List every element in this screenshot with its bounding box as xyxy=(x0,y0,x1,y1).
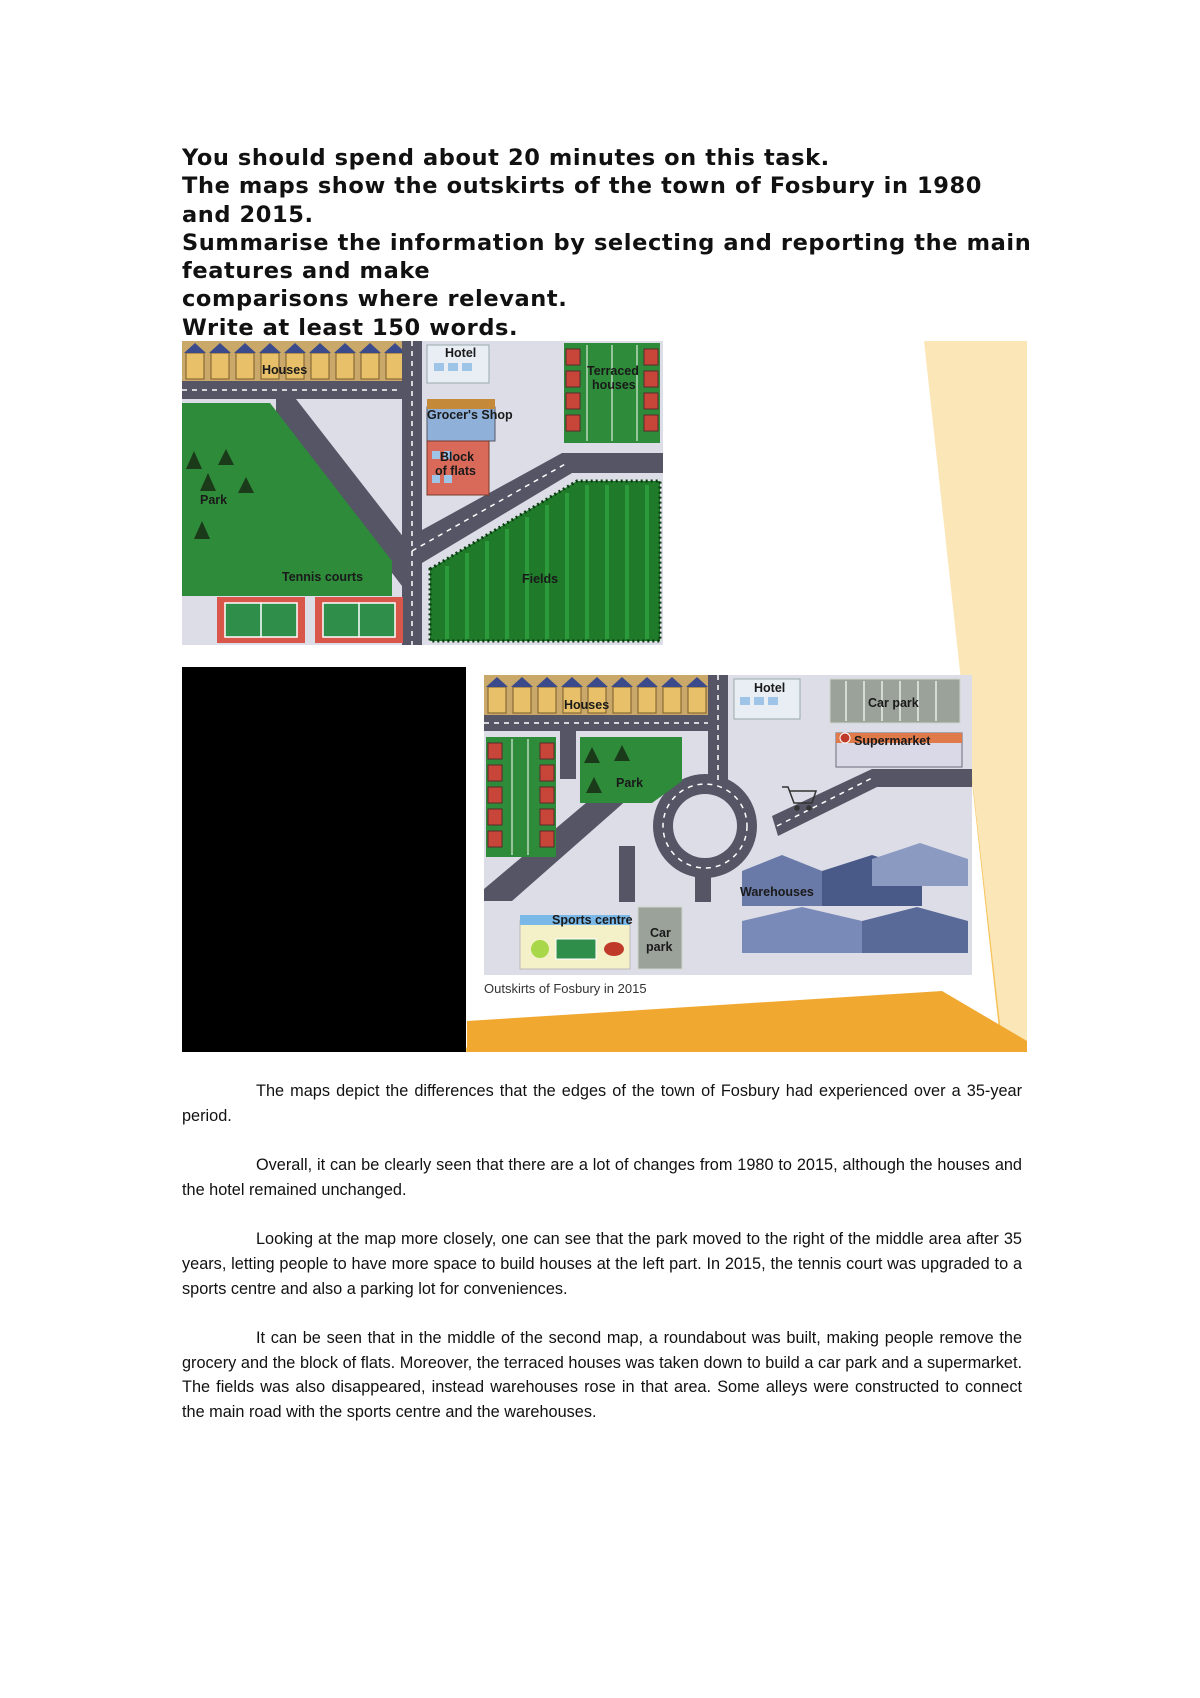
label-houses-1980: Houses xyxy=(262,363,308,377)
prompt-line-2: The maps show the outskirts of the town of Fosbury in 1980 and 2015. xyxy=(182,173,983,228)
map-1980 xyxy=(182,341,663,645)
label-park-1980: Park xyxy=(200,493,228,507)
prompt-line-5: Write at least 150 words. xyxy=(182,314,519,341)
label-flats-1980-a: Block xyxy=(440,450,475,464)
label-park-2015: Park xyxy=(616,776,644,790)
label-hotel-1980: Hotel xyxy=(445,346,477,360)
label-warehouses-2015: Warehouses xyxy=(740,885,814,899)
map-2015 xyxy=(484,675,972,996)
label-car-park-bottom-2015-b: park xyxy=(646,940,673,954)
label-hotel-2015: Hotel xyxy=(754,681,786,695)
label-terraced-1980-a: Terraced xyxy=(587,364,639,378)
label-car-park-bottom-2015-a: Car xyxy=(650,926,671,940)
football-pitch-icon xyxy=(556,939,596,959)
supermarket-icon xyxy=(840,733,850,743)
prompt-line-3: Summarise the information by selecting and reporting the main features and make xyxy=(182,229,1032,285)
label-houses-2015: Houses xyxy=(564,698,610,712)
rugby-ball-icon xyxy=(604,942,624,956)
label-sports-centre-2015: Sports centre xyxy=(552,913,633,927)
redacted-block xyxy=(182,667,466,1052)
essay-paragraph-3: Looking at the map more closely, one can see that the park moved to the right of the middle area after 35 years, letting people to have more space to build houses at the left part. In 2015, the tennis court was upgraded to a sports centre and also a parking lot for conveniences. xyxy=(182,1230,1022,1298)
prompt-line-4: comparisons where relevant. xyxy=(182,286,568,313)
label-grocers-1980: Grocer's Shop xyxy=(427,408,513,422)
label-tennis-1980: Tennis courts xyxy=(282,570,364,584)
label-flats-1980-b: of flats xyxy=(435,464,476,478)
essay-paragraph-2: Overall, it can be clearly seen that there are a lot of changes from 1980 to 2015, although the houses and the hotel remained unchanged. xyxy=(182,1156,1022,1199)
terraced-houses-1980 xyxy=(564,343,660,443)
essay-paragraph-4: It can be seen that in the middle of the second map, a roundabout was built, making people remove the grocery and the block of flats. Moreover, the terraced houses was taken down to build a car park and a supermarket. The fields was also disappeared, instead warehouses rose in that area. Some alleys were constructed to connect the main road with the sports centre and the warehouses. xyxy=(182,1328,1022,1422)
label-fields-1980: Fields xyxy=(522,572,559,586)
essay-paragraph-1: The maps depict the differences that the edges of the town of Fosbury had experienced over a 35-year period. xyxy=(182,1082,1022,1125)
task-prompt xyxy=(182,144,1032,342)
label-car-park-top-2015: Car park xyxy=(868,696,919,710)
terraced-houses-2015 xyxy=(486,737,556,857)
label-supermarket-2015: Supermarket xyxy=(854,734,931,748)
map-caption-2015: Outskirts of Fosbury in 2015 xyxy=(484,981,647,996)
prompt-line-1: You should spend about 20 minutes on this task. xyxy=(182,145,830,171)
maps-figure xyxy=(182,341,1027,1052)
tennis-ball-icon xyxy=(531,940,549,958)
essay-body xyxy=(182,1079,1022,1449)
label-terraced-1980-b: houses xyxy=(592,378,636,392)
